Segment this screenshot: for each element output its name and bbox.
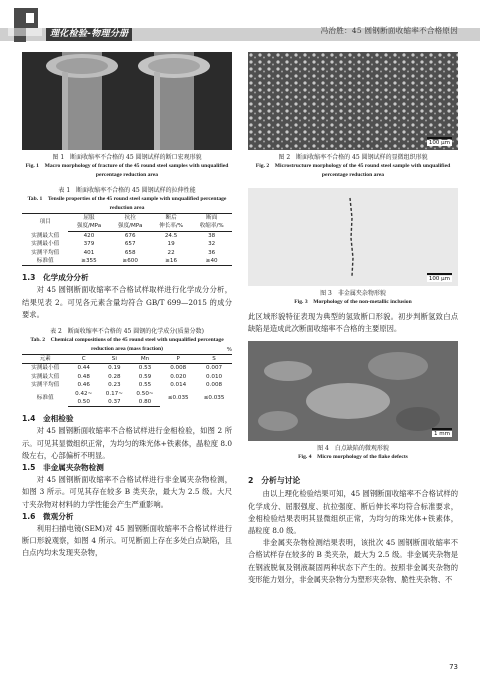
fig4-photo <box>248 341 458 441</box>
table1-header: 断面 <box>191 214 232 223</box>
table2-caption-en: Tab. 2 Chemical compositions of the 45 round steel with unqualified percentage reduction area (mass fraction) <box>30 337 224 353</box>
table-row <box>22 240 232 248</box>
fig1-caption-cn: 图 1 断面收缩率不合格的 45 圆钢试样的断口宏观形貌 <box>52 154 202 161</box>
fig4-scale-bar: 1 mm <box>434 431 450 438</box>
journal-logo-icon <box>8 6 42 44</box>
table-cell: 0.80 <box>130 398 161 407</box>
flake-defect-illustration <box>248 341 458 441</box>
table-cell: 实测平均值 <box>31 382 60 389</box>
journal-name: 理化检验-物理分册 <box>46 28 132 41</box>
table-row <box>22 257 232 266</box>
table-cell: 0.44 <box>77 365 90 372</box>
table-cell: 0.008 <box>170 365 187 372</box>
fig4-caption-en: Fig. 4 Micro morphology of the flake defects <box>298 454 408 461</box>
composition-table <box>22 354 232 407</box>
table-cell: 0.28 <box>108 373 121 380</box>
table-cell: 0.59 <box>138 373 152 380</box>
table-cell: ≥40 <box>191 257 232 266</box>
table-cell: 0.008 <box>206 382 223 389</box>
table-cell: 658 <box>124 249 136 256</box>
section-1-5-text: 对 45 圆钢断面收缩率不合格试样进行非金属夹杂物检测，如图 3 所示。可见其存在较多 B 类夹杂，最大为 2.5 级。大尺寸夹杂物对材料的力学性能会产生严重影响。 <box>22 475 232 509</box>
table-cell: 0.50~ <box>136 390 154 397</box>
table-cell: ≥16 <box>151 257 192 266</box>
table-cell: 676 <box>124 232 136 239</box>
table-cell: 0.42~ <box>75 390 93 397</box>
table-cell: 0.46 <box>77 382 90 389</box>
table-cell: 19 <box>167 241 175 248</box>
table-cell: 实测最大值 <box>31 232 60 239</box>
section-1-5-heading: 1.5 非金属夹杂物检测 <box>22 463 104 473</box>
table-row <box>22 231 232 240</box>
table-cell: 标准值 <box>22 257 68 266</box>
table-cell: 标准值 <box>36 395 54 402</box>
section-2-text-1: 由以上理化检验结果可知，45 圆钢断面收缩率不合格试样的化学成分、屈服强度、抗拉强度、断后伸长率均符合标准要求，金相检验结果表明其显微组织正常，为均匀的珠光体+铁素体，晶粒度 8.0 级。 <box>248 489 458 536</box>
fig2-scale-bar: 100 μm <box>428 140 450 146</box>
table2-unit: % <box>226 347 232 354</box>
fig3-caption-en: Fig. 3 Morphology of the non-metallic inclusion <box>294 299 412 305</box>
table1-caption-cn: 表 1 断面收缩率不合格的 45 圆钢试样的拉伸性能 <box>58 187 196 194</box>
table-row <box>22 390 232 398</box>
table-cell: 实测最小值 <box>31 241 60 248</box>
table-cell: 420 <box>83 232 95 239</box>
table-cell: 24.5 <box>164 232 178 239</box>
fig2-caption-en: Fig. 2 Microstructure morphology of the 45 round steel sample with unqualified percentage reduction area <box>255 163 451 178</box>
right-column <box>248 52 458 586</box>
section-1-6-heading: 1.6 微观分析 <box>22 511 74 521</box>
fig3-scale-bar: 100 μm <box>428 276 450 282</box>
table-row <box>22 381 232 389</box>
table2-header: C <box>68 355 99 364</box>
table-cell: 0.010 <box>206 373 223 380</box>
table-cell: 实测最大值 <box>31 373 60 380</box>
table-cell: 32 <box>208 241 216 248</box>
table1-caption-en: Tab. 1 Tensile properties of the 45 round steel sample with unqualified percentage reduction area <box>27 196 227 211</box>
table-cell: 36 <box>208 249 216 256</box>
section-1-4-text: 对 45 圆钢断面收缩率不合格试样进行金相检验，如图 2 所示。可见其显微组织正常，为均匀的珠光体+铁素体，晶粒度 8.0 级左右，心部偏析不明显。 <box>22 426 232 460</box>
table1-header: 屈服 <box>68 214 109 223</box>
fig2-caption-cn: 图 2 断面收缩率不合格的 45 圆钢试样的显微组织形貌 <box>278 154 428 161</box>
table-cell: 0.37 <box>99 398 130 407</box>
table-cell: 0.020 <box>170 373 187 380</box>
table1-header: 抗拉 <box>110 214 151 223</box>
fig1-photo <box>22 52 232 150</box>
inclusion-illustration <box>248 188 458 286</box>
table-cell: 0.23 <box>108 382 121 389</box>
table-cell: 实测平均值 <box>31 249 60 256</box>
table2-header: 元素 <box>22 355 68 364</box>
table-cell: 0.19 <box>108 365 121 372</box>
table-row <box>22 249 232 257</box>
table-cell: ≥600 <box>110 257 151 266</box>
table-cell: 0.014 <box>170 382 187 389</box>
table-cell: ≤0.035 <box>203 395 225 402</box>
page-number: 73 <box>449 663 458 671</box>
section-2-heading: 2 分析与讨论 <box>248 476 301 486</box>
table1-subheader: 伸长率/% <box>151 222 192 231</box>
fracture-photo-illustration <box>22 52 232 150</box>
table-cell: 0.007 <box>206 365 223 372</box>
section-1-6-text: 利用扫描电镜(SEM)对 45 圆钢断面收缩率不合格试样进行断口形貌观察，如图 4 所示。可见断面上存在多处白点缺陷，且白点内均未发现夹杂物， <box>22 523 232 558</box>
table2-caption-cn: 表 2 断面收缩率不合格的 45 圆钢的化学成分(质量分数) <box>50 328 204 336</box>
fig2-photo <box>248 52 458 150</box>
table-cell: ≥355 <box>68 257 109 266</box>
section-1-4-heading: 1.4 金相检验 <box>22 414 74 424</box>
table1-subheader: 强度/MPa <box>68 222 109 231</box>
table2-header: P <box>160 355 196 364</box>
table2-header: Si <box>99 355 130 364</box>
table-cell: 0.50 <box>68 398 99 407</box>
table-row <box>22 373 232 381</box>
section-1-3-heading: 1.3 化学成分分析 <box>22 273 89 283</box>
table-cell: 401 <box>83 249 95 256</box>
tensile-table <box>22 213 232 266</box>
table-cell: 379 <box>83 241 95 248</box>
table1-header-item: 项目 <box>22 214 68 232</box>
left-column <box>22 52 232 559</box>
table1-header: 断后 <box>151 214 192 223</box>
page-header <box>0 0 480 46</box>
table-cell: ≤0.035 <box>167 395 189 402</box>
fig1-caption-en: Fig. 1 Macro morphology of fracture of the 45 round steel samples with unqualified percentage reduction area <box>25 163 229 178</box>
table1-subheader: 强度/MPa <box>110 222 151 231</box>
section-1-3-text: 对 45 圆钢断面收缩率不合格试样取样进行化学成分分析，结果见表 2。可见各元素含量均符合 GB/T 699—2015 的成分要求。 <box>22 285 232 319</box>
table-cell: 0.53 <box>138 365 152 372</box>
table-cell: 657 <box>124 241 136 248</box>
right-continued-text: 此区域形貌特征表现为典型的氢致断口形貌。初步判断氢致白点缺陷是造成此次断面收缩率不合格的主要原因。 <box>248 312 458 334</box>
fig4-caption-cn: 图 4 白点缺陷的微观形貌 <box>317 445 389 453</box>
table-cell: 22 <box>167 249 175 256</box>
table-cell: 0.48 <box>77 373 90 380</box>
table-cell: 实测最小值 <box>31 365 60 372</box>
table2-header: S <box>196 355 232 364</box>
fig3-caption-cn: 图 3 非金属夹杂物形貌 <box>320 290 386 297</box>
running-title: 冯治胜：45 圆钢断面收缩率不合格原因 <box>320 26 458 35</box>
table-cell: 0.55 <box>138 382 152 389</box>
microstructure-illustration <box>248 52 458 150</box>
section-2-text-2: 非金属夹杂物检测结果表明，该批次 45 圆钢断面收缩率不合格试样存在较多的 B 类夹杂，最大为 2.5 级。非金属夹杂物是在钢液脱氧及钢液凝固两种状态下产生的。按照非金属夹杂物的变形能力划分，非金属夹杂物分为塑形夹杂物、脆性夹杂物、不 <box>248 538 458 584</box>
fig3-photo <box>248 188 458 286</box>
table-cell: 38 <box>208 232 216 239</box>
table2-header: Mn <box>130 355 161 364</box>
table-cell: 0.17~ <box>105 390 123 397</box>
table1-subheader: 收缩率/% <box>191 222 232 231</box>
table-row <box>22 364 232 373</box>
